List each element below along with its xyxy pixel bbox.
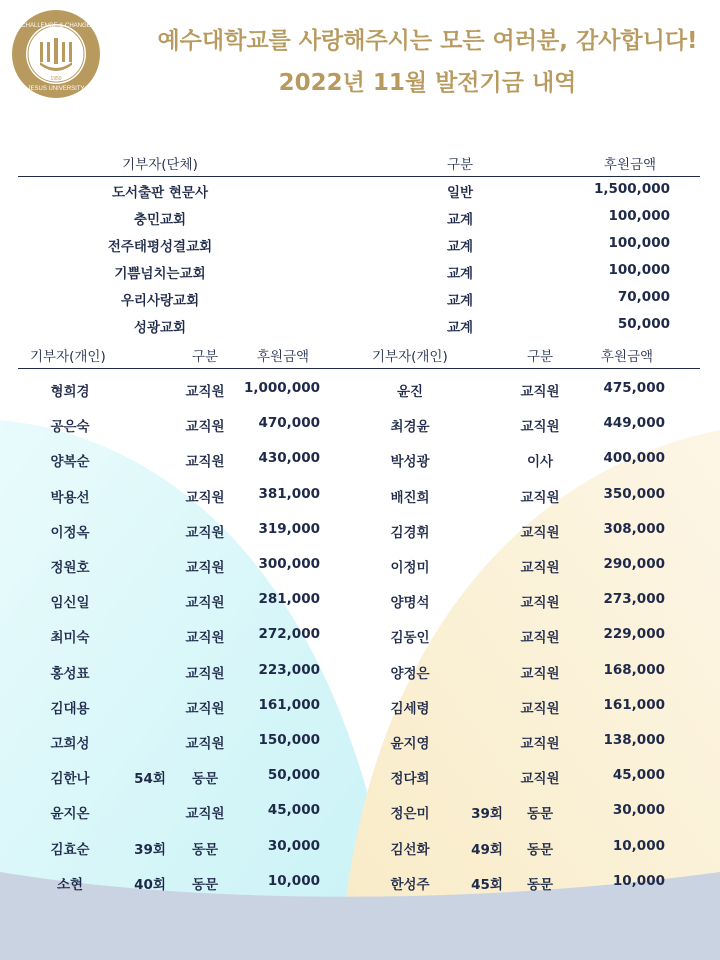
indiv-left-row-name: 김효순 <box>50 841 90 858</box>
indiv-right-row-amount: 138,000 <box>603 732 665 748</box>
indiv-right-row-name: 정다희 <box>390 771 430 788</box>
indiv-left-row-class: 39회 <box>134 841 166 858</box>
indiv-right-row-amount: 168,000 <box>603 661 665 678</box>
indiv-right-row-name: 양명석 <box>390 595 430 612</box>
indiv-left-row-amount: 281,000 <box>258 591 320 608</box>
group-row-amount: 100,000 <box>608 262 670 278</box>
indiv-left-row-category: 동문 <box>191 876 219 893</box>
indiv-left-row-category: 동문 <box>191 771 219 788</box>
indiv-left-row-name: 공은숙 <box>50 419 90 436</box>
indiv-right-row-amount: 475,000 <box>603 380 665 396</box>
indiv-right-row-category: 이사 <box>526 454 554 471</box>
indiv-left-row-name: 정원호 <box>50 560 90 576</box>
indiv-right-row-amount: 449,000 <box>603 415 665 432</box>
indiv-left-row-category: 교직원 <box>185 419 225 436</box>
indiv-right-row-amount: 400,000 <box>603 450 665 467</box>
indiv-left-row-amount: 470,000 <box>258 415 320 432</box>
indiv-right-row-class: 45회 <box>471 876 503 893</box>
indiv-left-row-amount: 30,000 <box>267 837 320 854</box>
indiv-left-row-amount: 272,000 <box>258 626 320 643</box>
group-row-donor: 도서출판 현문사 <box>112 185 208 201</box>
indiv-left-row-name: 소현 <box>56 876 84 893</box>
indiv-left-row-amount: 161,000 <box>258 696 320 713</box>
indiv-right-row-name: 배진희 <box>390 489 430 506</box>
indiv-right-row-category: 동문 <box>526 841 554 858</box>
indiv-left-row-category: 교직원 <box>185 806 225 823</box>
indiv-right-row-name: 정은미 <box>390 806 430 823</box>
indiv-right-row-category: 동문 <box>526 876 554 893</box>
indiv-left-row-class: 54회 <box>134 771 166 788</box>
indiv-right-row-name: 김경휘 <box>390 524 430 541</box>
group-row-donor: 충민교회 <box>133 212 187 228</box>
indiv-left-row-amount: 319,000 <box>258 520 320 537</box>
indiv-left-header-amount: 후원금액 <box>256 349 310 365</box>
group-row-category: 교계 <box>446 212 474 228</box>
indiv-right-row-class: 39회 <box>471 806 503 823</box>
indiv-right-row-amount: 45,000 <box>612 767 665 784</box>
indiv-right-row-amount: 229,000 <box>603 626 665 643</box>
indiv-right-row-amount: 350,000 <box>603 485 665 502</box>
group-row-donor: 성광교회 <box>133 320 187 336</box>
group-row-donor: 기쁨넘치는교회 <box>114 266 206 282</box>
indiv-right-row-category: 교직원 <box>520 665 560 682</box>
group-row-category: 교계 <box>446 293 474 309</box>
svg-text:1950: 1950 <box>50 76 62 82</box>
indiv-header-divider <box>18 368 700 369</box>
page-title-line1: 예수대학교를 사랑해주시는 모든 여러분, 감사합니다! <box>157 28 698 54</box>
indiv-right-row-category: 교직원 <box>520 524 560 541</box>
indiv-left-row-amount: 300,000 <box>258 556 320 572</box>
indiv-right-row-category: 교직원 <box>520 771 560 788</box>
indiv-left-row-name: 고희성 <box>50 736 90 752</box>
indiv-left-row-category: 교직원 <box>185 595 225 612</box>
indiv-right-row-category: 교직원 <box>520 700 560 717</box>
indiv-left-row-amount: 45,000 <box>267 802 320 819</box>
indiv-right-row-name: 한성주 <box>390 876 430 893</box>
indiv-left-row-amount: 10,000 <box>267 872 320 889</box>
indiv-right-row-amount: 10,000 <box>612 837 665 854</box>
group-row-category: 교계 <box>446 266 474 282</box>
indiv-right-row-name: 김세령 <box>390 700 430 717</box>
indiv-left-row-category: 교직원 <box>185 454 225 471</box>
group-row-amount: 1,500,000 <box>593 181 670 197</box>
indiv-right-row-amount: 10,000 <box>612 872 665 889</box>
indiv-right-row-amount: 30,000 <box>612 802 665 819</box>
indiv-left-row-name: 김대용 <box>50 700 90 717</box>
indiv-left-row-category: 교직원 <box>185 736 225 752</box>
indiv-right-row-name: 양정은 <box>390 665 430 682</box>
indiv-left-row-category: 교직원 <box>185 489 225 506</box>
indiv-left-row-name: 홍성표 <box>50 665 90 682</box>
indiv-left-row-name: 윤지온 <box>50 806 90 823</box>
indiv-right-row-amount: 308,000 <box>603 520 665 537</box>
group-row-amount: 70,000 <box>617 289 670 305</box>
indiv-right-row-name: 윤진 <box>396 384 424 400</box>
indiv-left-row-name: 임신일 <box>50 595 90 612</box>
svg-text:JESUS UNIVERSITY: JESUS UNIVERSITY <box>27 86 85 92</box>
svg-text:CHALLENGE & CHANGE: CHALLENGE & CHANGE <box>21 23 91 29</box>
indiv-right-row-name: 김선화 <box>390 841 430 858</box>
indiv-right-row-category: 교직원 <box>520 736 560 752</box>
indiv-right-row-category: 교직원 <box>520 419 560 436</box>
indiv-left-row-category: 교직원 <box>185 560 225 576</box>
indiv-right-row-category: 교직원 <box>520 489 560 506</box>
indiv-left-row-category: 교직원 <box>185 700 225 717</box>
indiv-right-header-donor: 기부자(개인) <box>372 349 448 365</box>
indiv-right-row-category: 동문 <box>526 806 554 823</box>
group-row-amount: 50,000 <box>617 316 670 332</box>
indiv-left-row-name: 양복순 <box>50 454 90 471</box>
group-row-category: 교계 <box>446 320 474 336</box>
indiv-left-row-amount: 430,000 <box>258 450 320 467</box>
page-title-line2: 2022년 11월 발전기금 내역 <box>278 70 577 96</box>
indiv-right-row-amount: 273,000 <box>603 591 665 608</box>
indiv-left-row-category: 교직원 <box>185 384 225 400</box>
group-row-donor: 우리사랑교회 <box>120 293 200 309</box>
group-header-amount: 후원금액 <box>603 157 657 173</box>
indiv-left-row-category: 동문 <box>191 841 219 858</box>
group-row-category: 교계 <box>446 239 474 255</box>
group-header-category: 구분 <box>446 157 474 173</box>
indiv-left-row-amount: 1,000,000 <box>243 380 320 396</box>
indiv-left-row-amount: 150,000 <box>258 732 320 748</box>
indiv-left-header-donor: 기부자(개인) <box>30 349 106 365</box>
indiv-right-header-amount: 후원금액 <box>600 349 654 365</box>
indiv-left-row-amount: 50,000 <box>267 767 320 784</box>
indiv-right-row-category: 교직원 <box>520 384 560 400</box>
indiv-left-row-name: 김한나 <box>50 771 90 788</box>
indiv-right-row-category: 교직원 <box>520 630 560 647</box>
indiv-left-row-class: 40회 <box>134 876 166 893</box>
indiv-left-row-name: 이정옥 <box>50 524 90 541</box>
indiv-right-row-category: 교직원 <box>520 560 560 576</box>
indiv-left-row-amount: 223,000 <box>258 661 320 678</box>
indiv-left-row-category: 교직원 <box>185 665 225 682</box>
indiv-right-row-amount: 290,000 <box>603 556 665 572</box>
indiv-right-row-category: 교직원 <box>520 595 560 612</box>
group-row-category: 일반 <box>446 185 474 201</box>
indiv-left-row-amount: 381,000 <box>258 485 320 502</box>
indiv-right-row-class: 49회 <box>471 841 503 858</box>
indiv-left-row-name: 최미숙 <box>50 630 90 647</box>
indiv-right-row-name: 윤지영 <box>390 736 430 752</box>
group-row-amount: 100,000 <box>608 208 670 224</box>
indiv-left-row-category: 교직원 <box>185 630 225 647</box>
group-header-donor: 기부자(단체) <box>122 157 198 173</box>
indiv-right-row-amount: 161,000 <box>603 696 665 713</box>
indiv-right-row-name: 이정미 <box>390 560 430 576</box>
indiv-left-header-category: 구분 <box>191 349 219 365</box>
indiv-right-row-name: 최경윤 <box>390 419 430 436</box>
indiv-left-row-name: 형희경 <box>50 384 90 400</box>
group-header-divider <box>18 176 700 177</box>
group-row-donor: 전주태평성결교회 <box>107 239 213 255</box>
indiv-left-row-name: 박용선 <box>50 489 90 506</box>
indiv-right-row-name: 김동인 <box>390 630 430 647</box>
indiv-right-row-name: 박성광 <box>390 454 430 471</box>
indiv-right-header-category: 구분 <box>526 349 554 365</box>
group-row-amount: 100,000 <box>608 235 670 251</box>
indiv-left-row-category: 교직원 <box>185 524 225 541</box>
